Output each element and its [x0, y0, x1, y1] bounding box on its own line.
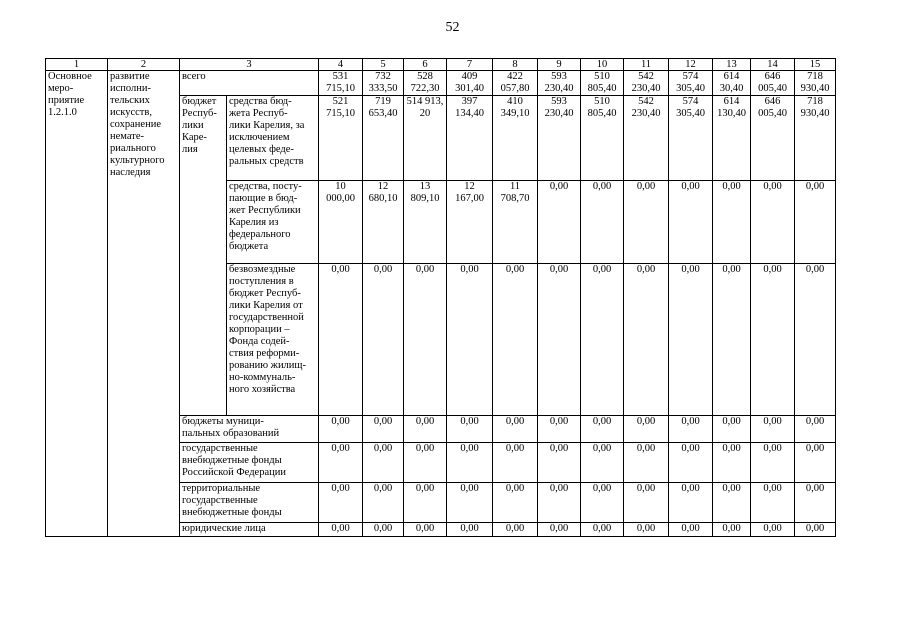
value-cell: 0,00 [447, 264, 493, 416]
value-cell: 0,00 [538, 483, 581, 523]
value-cell: 614 30,40 [713, 71, 751, 96]
header-cell: 9 [538, 59, 581, 71]
header-cell: 10 [581, 59, 624, 71]
purpose-cell: развитие исполни- тельских искусств, сохранение немате- риального культурного наследия [108, 71, 180, 537]
value-cell: 0,00 [713, 416, 751, 443]
value-cell: 0,00 [751, 483, 795, 523]
value-cell: 0,00 [404, 416, 447, 443]
value-cell: 0,00 [669, 416, 713, 443]
value-cell: 0,00 [713, 483, 751, 523]
value-cell: 0,00 [581, 443, 624, 483]
value-cell: 0,00 [713, 264, 751, 416]
value-cell: 0,00 [319, 443, 363, 483]
value-cell: 12 167,00 [447, 181, 493, 264]
header-cell: 8 [493, 59, 538, 71]
value-cell: 0,00 [493, 264, 538, 416]
value-cell: 0,00 [363, 416, 404, 443]
value-cell: 0,00 [404, 523, 447, 537]
value-cell: 0,00 [404, 443, 447, 483]
value-cell: 0,00 [538, 264, 581, 416]
value-cell: 646 005,40 [751, 96, 795, 181]
row-label: территориальные государственные внебюджетные фонды [180, 483, 319, 523]
value-cell: 13 809,10 [404, 181, 447, 264]
value-cell: 510 805,40 [581, 96, 624, 181]
value-cell: 0,00 [624, 523, 669, 537]
value-cell: 514 913, 20 [404, 96, 447, 181]
header-cell: 6 [404, 59, 447, 71]
header-cell: 1 [46, 59, 108, 71]
value-cell: 521 715,10 [319, 96, 363, 181]
value-cell: 718 930,40 [795, 71, 836, 96]
value-cell: 0,00 [624, 416, 669, 443]
value-cell: 0,00 [713, 523, 751, 537]
value-cell: 0,00 [581, 181, 624, 264]
value-cell: 0,00 [447, 483, 493, 523]
value-cell: 614 130,40 [713, 96, 751, 181]
row-label: государственные внебюджетные фонды Российской Федерации [180, 443, 319, 483]
value-cell: 0,00 [795, 483, 836, 523]
value-cell: 0,00 [795, 264, 836, 416]
value-cell: 0,00 [795, 443, 836, 483]
value-cell: 0,00 [669, 181, 713, 264]
value-cell: 0,00 [669, 483, 713, 523]
value-cell: 11 708,70 [493, 181, 538, 264]
value-cell: 0,00 [624, 443, 669, 483]
value-cell: 409 301,40 [447, 71, 493, 96]
header-cell: 3 [180, 59, 319, 71]
value-cell: 510 805,40 [581, 71, 624, 96]
value-cell: 542 230,40 [624, 96, 669, 181]
value-cell: 0,00 [447, 523, 493, 537]
value-cell: 0,00 [624, 483, 669, 523]
value-cell: 0,00 [493, 416, 538, 443]
value-cell: 0,00 [751, 523, 795, 537]
value-cell: 646 005,40 [751, 71, 795, 96]
header-cell: 5 [363, 59, 404, 71]
value-cell: 0,00 [404, 483, 447, 523]
value-cell: 0,00 [581, 416, 624, 443]
value-cell: 0,00 [751, 181, 795, 264]
value-cell: 0,00 [319, 523, 363, 537]
value-cell: 0,00 [624, 264, 669, 416]
header-cell: 14 [751, 59, 795, 71]
value-cell: 732 333,50 [363, 71, 404, 96]
header-cell: 12 [669, 59, 713, 71]
value-cell: 0,00 [751, 416, 795, 443]
row-label: бюджеты муници- пальных образований [180, 416, 319, 443]
value-cell: 0,00 [319, 264, 363, 416]
activity-cell: Основное меро- приятие 1.2.1.0 [46, 71, 108, 537]
value-cell: 0,00 [581, 264, 624, 416]
value-cell: 0,00 [713, 181, 751, 264]
header-cell: 7 [447, 59, 493, 71]
value-cell: 531 715,10 [319, 71, 363, 96]
value-cell: 0,00 [363, 443, 404, 483]
page-number: 52 [445, 20, 460, 35]
value-cell: 0,00 [795, 416, 836, 443]
row-label: средства, посту- пающие в бюд- жет Республики Карелия из федерального бюджета [227, 181, 319, 264]
value-cell: 0,00 [319, 416, 363, 443]
value-cell: 0,00 [493, 443, 538, 483]
value-cell: 0,00 [751, 443, 795, 483]
value-cell: 12 680,10 [363, 181, 404, 264]
header-cell: 2 [108, 59, 180, 71]
row-label: средства бюд- жета Респуб- лики Карелия, за исключением целевых феде- ральных средств [227, 96, 319, 181]
value-cell: 0,00 [447, 443, 493, 483]
value-cell: 0,00 [669, 264, 713, 416]
value-cell: 0,00 [363, 483, 404, 523]
value-cell: 0,00 [713, 443, 751, 483]
header-cell: 13 [713, 59, 751, 71]
value-cell: 10 000,00 [319, 181, 363, 264]
header-cell: 11 [624, 59, 669, 71]
value-cell: 410 349,10 [493, 96, 538, 181]
value-cell: 0,00 [669, 443, 713, 483]
value-cell: 0,00 [624, 181, 669, 264]
budget-group-cell: бюджет Респуб- лики Каре- лия [180, 96, 227, 416]
value-cell: 0,00 [363, 523, 404, 537]
value-cell: 0,00 [538, 416, 581, 443]
value-cell: 0,00 [795, 523, 836, 537]
value-cell: 0,00 [581, 483, 624, 523]
value-cell: 0,00 [581, 523, 624, 537]
value-cell: 0,00 [363, 264, 404, 416]
value-cell: 0,00 [493, 483, 538, 523]
value-cell: 0,00 [447, 416, 493, 443]
value-cell: 719 653,40 [363, 96, 404, 181]
value-cell: 0,00 [404, 264, 447, 416]
table-row [46, 71, 836, 96]
header-cell: 4 [319, 59, 363, 71]
value-cell: 0,00 [538, 181, 581, 264]
value-cell: 0,00 [493, 523, 538, 537]
row-label: всего [180, 71, 319, 96]
value-cell: 397 134,40 [447, 96, 493, 181]
value-cell: 718 930,40 [795, 96, 836, 181]
value-cell: 542 230,40 [624, 71, 669, 96]
value-cell: 0,00 [538, 523, 581, 537]
value-cell: 574 305,40 [669, 96, 713, 181]
row-label: безвозмездные поступления в бюджет Респуб- лики Карелия от государственной корпорации – Фонда содей- ствия реформи- рованию жилищ- но-коммуналь- ного хозяйства [227, 264, 319, 416]
value-cell: 0,00 [669, 523, 713, 537]
value-cell: 574 305,40 [669, 71, 713, 96]
header-row [46, 59, 836, 71]
value-cell: 422 057,80 [493, 71, 538, 96]
value-cell: 0,00 [751, 264, 795, 416]
value-cell: 0,00 [319, 483, 363, 523]
value-cell: 0,00 [538, 443, 581, 483]
value-cell: 593 230,40 [538, 71, 581, 96]
value-cell: 0,00 [795, 181, 836, 264]
row-label: юридические лица [180, 523, 319, 537]
value-cell: 528 722,30 [404, 71, 447, 96]
header-cell: 15 [795, 59, 836, 71]
budget-table [45, 58, 836, 537]
value-cell: 593 230,40 [538, 96, 581, 181]
